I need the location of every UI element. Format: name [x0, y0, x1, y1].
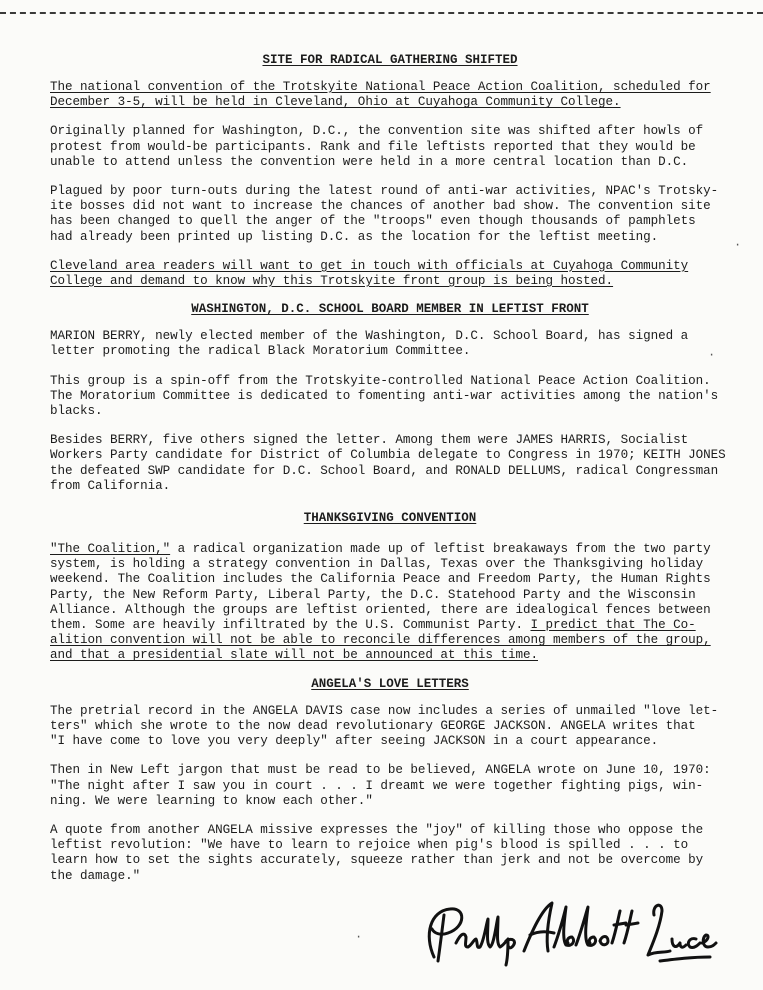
paragraph-plagued: Plagued by poor turn-outs during the latest round of anti-war activities, NPAC's Trotsky- ite bosses did not want to increase the chances of another bad show. The convention site has been changed to quell the anger of the "troops" even though thousands of pamphlets had already been printed up listing D.C. as the location for the leftist meeting. — [50, 184, 719, 244]
paragraph-cleveland-readers: Cleveland area readers will want to get in touch with officials at Cuyahoga Community College and demand to know why this Trotskyite front group is being hosted. — [50, 258, 689, 289]
lead-paragraph-underlined: The national convention of the Trotskyite National Peace Action Coalition, scheduled for December 3-5, will be held in Cleveland, Ohio at Cuyahoga Community College. — [50, 80, 711, 110]
paragraph-pretrial-record: The pretrial record in the ANGELA DAVIS case now includes a series of unmailed "love let- ters" which she wrote to the now dead revolutionary GEORGE JACKSON. ANGELA writes that "I have come to love you very deeply" after seeing JACKSON in a court appearance. — [50, 703, 719, 749]
section-heading-site-shifted: SITE FOR RADICAL GATHERING SHIFTED — [262, 53, 518, 67]
paragraph-marion-berry: MARION BERRY, newly elected member of the Washington, D.C. School Board, has signed a letter promoting the radical Black Moratorium Committee. — [50, 329, 689, 359]
paragraph-coalition — [50, 542, 730, 664]
paragraph-another-missive: A quote from another ANGELA missive expresses the "joy" of killing those who oppose the leftist revolution: "We have to learn to rejoice when pig's blood is spilled . . . to learn how to set the sights accurately, squeeze rather than jerk and not be overcome by the damage." — [50, 822, 704, 883]
newsletter-page — [50, 50, 730, 884]
section-heading-school-board: WASHINGTON, D.C. SCHOOL BOARD MEMBER IN LEFTIST FRONT — [191, 302, 589, 317]
paragraph-originally-planned: Originally planned for Washington, D.C., the convention site was shifted after howls of protest from would-be participants. Rank and file leftists reported that they would be unable to attend unless the convention were held in a more central location than D.C. — [50, 124, 704, 169]
handwritten-signature — [420, 895, 720, 975]
section-heading-angela: ANGELA'S LOVE LETTERS — [311, 676, 469, 691]
paragraph-besides-berry: Besides BERRY, five others signed the letter. Among them were JAMES HARRIS, Socialist Workers Party candidate for District of Columbia delegate to Congress in 1970; KEITH JONES the defeated SWP candidate for D.C. School Board, and RONALD DELLUMS, radical Congressman from California. — [50, 433, 726, 493]
section-heading-thanksgiving: THANKSGIVING CONVENTION — [303, 511, 477, 526]
margin-mark: · — [734, 238, 742, 252]
margin-mark: · — [355, 930, 363, 944]
coalition-name-underlined: "The Coalition," — [50, 542, 171, 557]
paragraph-spin-off: This group is a spin-off from the Trotskyite-controlled National Peace Action Coalition. The Moratorium Committee is dedicated to fomenting anti-war activities among the nation's blacks. — [50, 373, 719, 419]
coalition-body: a radical organization made up of leftist breakaways from the two party system, is holding a strategy convention in Dallas, Texas over the Thanksgiving holiday weekend. The Coalition includes the California Peace and Freedom Party, the Human Rights Party, the New Reform Party, Liberal Party, the D.C. Statehood Party and the Wisconsin Alliance. Although the groups are leftist oriented, there are idealogical fences between them. Some are heavily infiltrated by the U.S. Communist Party. — [50, 542, 711, 633]
paragraph-new-left-jargon: Then in New Left jargon that must be read to be believed, ANGELA wrote on June 10, 1970: "The night after I saw you in court . . . I dreamt we were together fighting pigs, win- ning. We were learning to know each other." — [50, 763, 711, 808]
prediction-underlined: I predict that The Co- alition convention will not be able to reconcile differences among members of the group, and that a presidential slate will not be announced at this time. — [50, 618, 711, 663]
top-border-rule — [0, 0, 763, 14]
margin-mark: · — [708, 348, 716, 362]
